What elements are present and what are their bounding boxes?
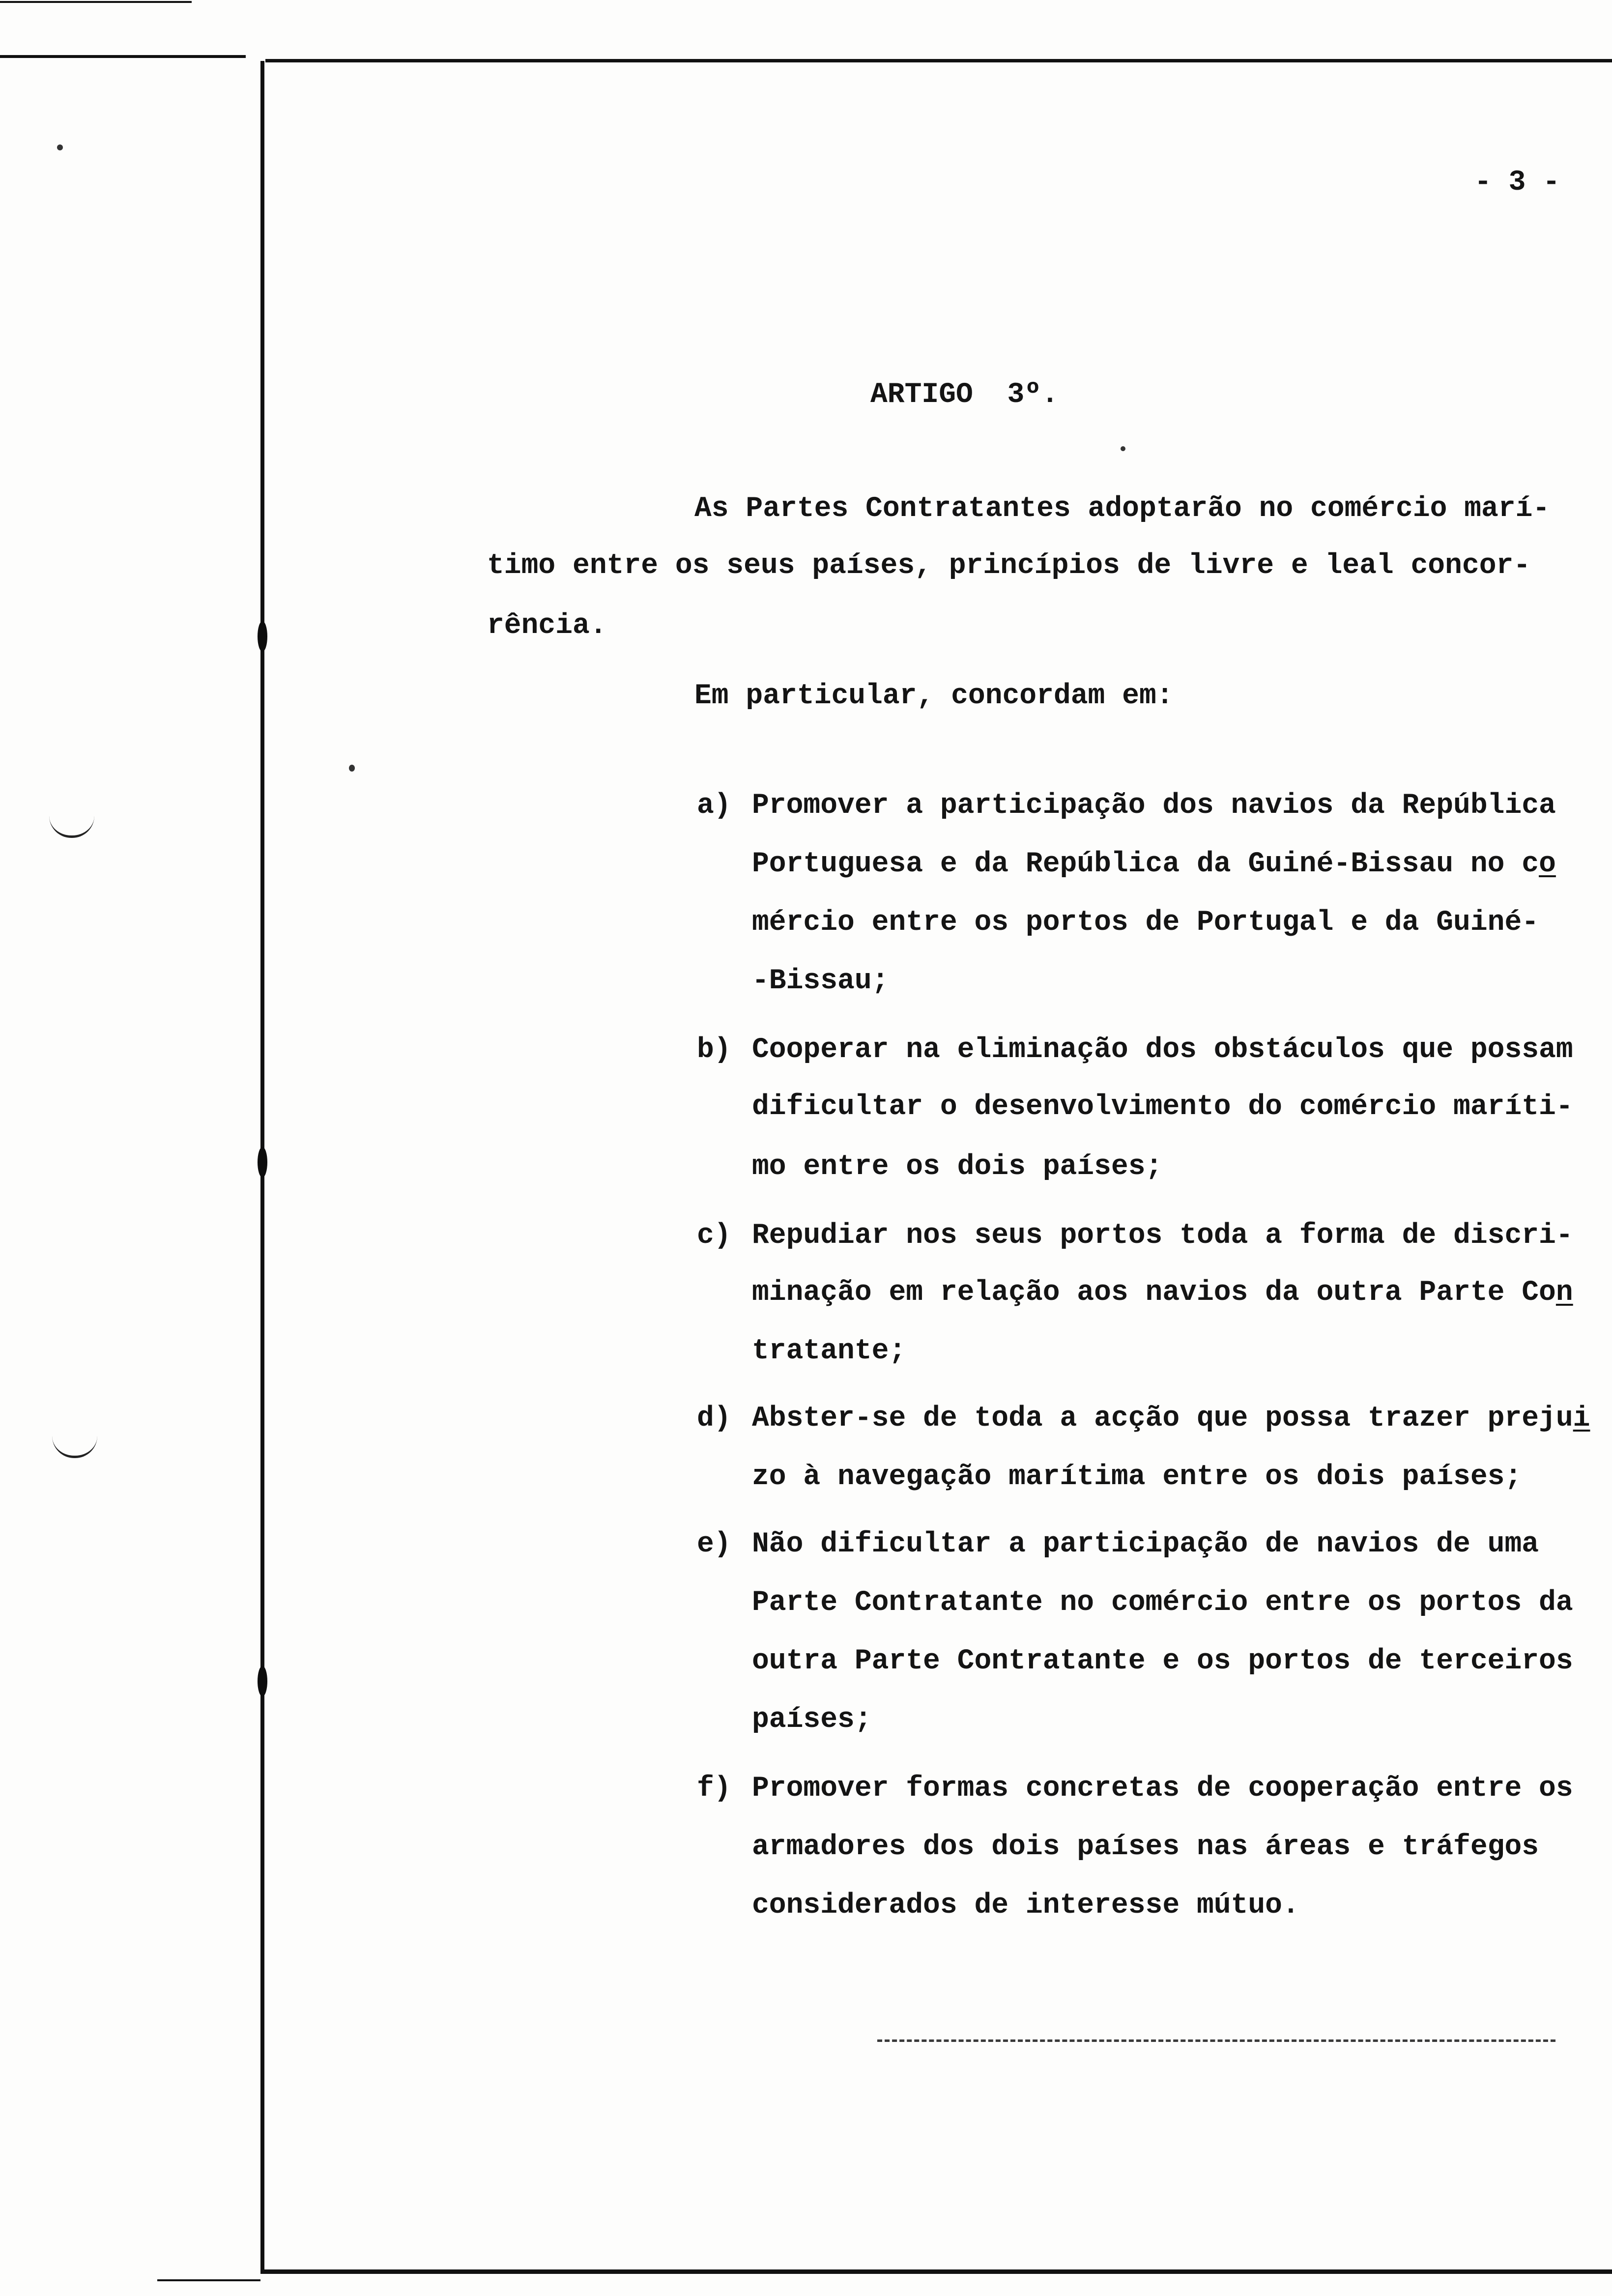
clause-line	[752, 1527, 1539, 1562]
clause-line-text: Promover formas concretas de cooperação entre os	[752, 1773, 1573, 1805]
intro-line: As Partes Contratantes adoptarão no comércio marí-	[694, 493, 1550, 525]
hyphenation-underlined-char: i	[1573, 1403, 1590, 1435]
clause-label: d)	[697, 1403, 731, 1435]
clause-label: c)	[697, 1220, 731, 1252]
top-border-left-segment	[0, 55, 246, 58]
clause-line	[752, 847, 1556, 882]
clause-line-text: outra Parte Contratante e os portos de terceiros	[752, 1645, 1573, 1677]
clause-label: e)	[697, 1528, 731, 1560]
clause-line-text: Parte Contratante no comércio entre os portos da	[752, 1587, 1573, 1619]
ink-speck	[1121, 446, 1125, 451]
clause-line-text: -Bissau;	[752, 965, 889, 997]
clause-line	[752, 1586, 1573, 1620]
clause-line-text: Não dificultar a participação de navios de uma	[752, 1528, 1539, 1560]
hyphenation-underlined-char: o	[1539, 848, 1556, 880]
clause-line-text: Portuguesa e da República da Guiné-Bissau no c	[752, 848, 1539, 880]
top-border-line	[265, 59, 1612, 62]
clause-label: b)	[697, 1034, 731, 1066]
clause-line-text: considerados de interesse mútuo.	[752, 1890, 1299, 1922]
clause-line	[752, 1033, 1573, 1067]
clause-line-text: Cooperar na eliminação dos obstáculos que possam	[752, 1034, 1573, 1066]
clause-line-text: armadores dos dois países nas áreas e tráfegos	[752, 1831, 1539, 1863]
punch-hole-mark	[49, 816, 94, 838]
clause-line	[752, 1334, 906, 1369]
bottom-border-line	[260, 2269, 1612, 2274]
clause-line	[752, 1219, 1573, 1253]
clause-line-text: mo entre os dois países;	[752, 1151, 1163, 1183]
clause-line	[752, 1150, 1162, 1184]
clause-label: f)	[697, 1773, 731, 1805]
binding-mark	[258, 1147, 267, 1177]
article-heading: ARTIGO 3º.	[870, 379, 1059, 411]
clause-line	[752, 1090, 1573, 1124]
clause-line-text: mércio entre os portos de Portugal e da Guiné-	[752, 907, 1539, 939]
clause-line-text: Repudiar nos seus portos toda a forma de discri-	[752, 1220, 1573, 1252]
clause-line	[752, 906, 1539, 940]
binding-mark	[258, 1666, 267, 1696]
closing-dashed-rule	[877, 2039, 1555, 2042]
punch-hole-mark	[52, 1436, 97, 1458]
intro-line: timo entre os seus países, princípios de livre e leal concor-	[487, 550, 1531, 582]
clause-line	[752, 964, 889, 999]
bottom-left-edge-line	[157, 2279, 260, 2281]
clause-line-text: tratante;	[752, 1335, 906, 1367]
intro-line: rência.	[487, 610, 607, 642]
clause-line	[752, 789, 1556, 823]
binding-mark	[258, 621, 267, 652]
clause-line-text: minação em relação aos navios da outra Parte Co	[752, 1277, 1556, 1309]
hyphenation-underlined-char: n	[1555, 1277, 1573, 1309]
top-left-edge-line	[0, 1, 192, 3]
clause-line	[752, 1772, 1573, 1806]
ink-speck	[57, 144, 63, 150]
clause-line-text: países;	[752, 1704, 872, 1736]
page-number: - 3 -	[1474, 167, 1560, 199]
clause-line	[752, 1830, 1539, 1865]
clause-line-text: Abster-se de toda a acção que possa trazer preju	[752, 1403, 1573, 1435]
ink-speck	[349, 765, 355, 772]
clause-line-text: zo à navegação marítima entre os dois países;	[752, 1461, 1522, 1493]
clause-line-text: Promover a participação dos navios da República	[752, 790, 1556, 822]
clause-line-text: dificultar o desenvolvimento do comércio maríti-	[752, 1091, 1573, 1123]
clause-line	[752, 1402, 1590, 1436]
clause-line	[752, 1460, 1522, 1494]
clause-line	[752, 1276, 1573, 1310]
clause-line	[752, 1644, 1573, 1679]
clause-label: a)	[697, 790, 731, 822]
clause-line	[752, 1889, 1299, 1923]
intro-line: Em particular, concordam em:	[694, 680, 1174, 712]
clause-line	[752, 1703, 872, 1737]
